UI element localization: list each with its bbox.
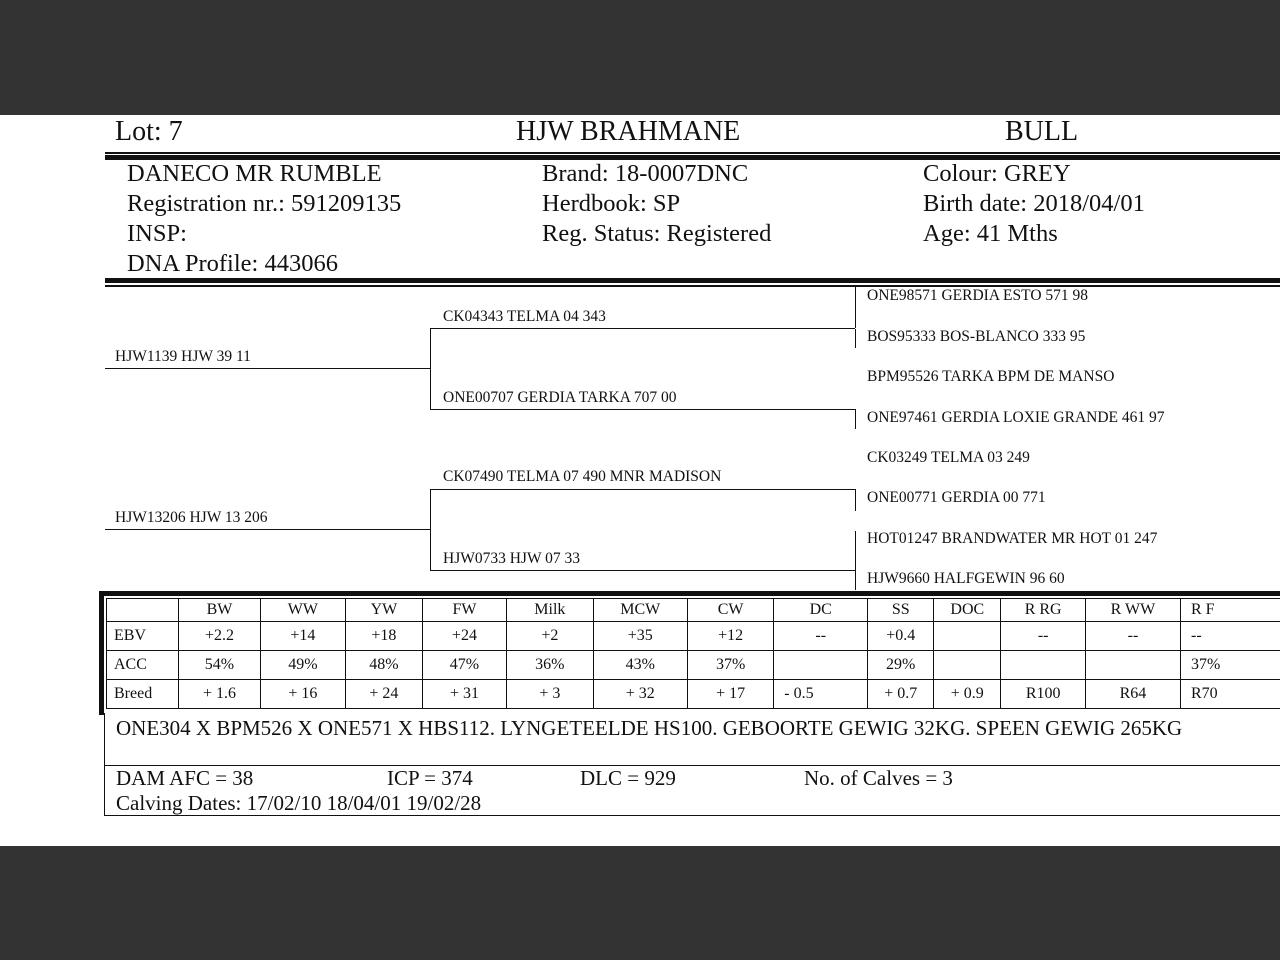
dam-sire: CK07490 TELMA 07 490 MNR MADISON	[443, 468, 722, 485]
acc-cell	[1085, 651, 1180, 680]
pedigree-bracket	[430, 328, 431, 409]
ebv-col-header: CW	[687, 599, 773, 622]
dlc: DLC = 929	[580, 766, 676, 790]
ebv-cell	[934, 622, 1001, 651]
ebv-cell: +35	[593, 622, 687, 651]
brand: Brand: 18-0007DNC	[542, 160, 749, 187]
ebv-cell: +18	[346, 622, 423, 651]
pedigree-bracket	[855, 329, 856, 348]
ebv-cell: +12	[687, 622, 773, 651]
catalogue-page	[0, 115, 1280, 846]
ebv-cell: --	[1001, 622, 1086, 651]
sire-sire: CK04343 TELMA 04 343	[443, 308, 606, 325]
pedigree-line	[430, 409, 855, 410]
divider	[104, 815, 1280, 816]
breed-cell: + 0.9	[934, 680, 1001, 709]
pedigree-bracket	[855, 287, 856, 328]
ebv-col-header: SS	[868, 599, 934, 622]
ebv-col-header: Milk	[507, 599, 593, 622]
ebv-header-row	[107, 599, 1280, 622]
acc-cell: 49%	[260, 651, 345, 680]
ebv-table	[106, 598, 1280, 709]
ebv-cell: +2.2	[179, 622, 260, 651]
pedigree-bracket	[855, 531, 856, 570]
comments: ONE304 X BPM526 X ONE571 X HBS112. LYNGETEELDE HS100. GEBOORTE GEWIG 32KG. SPEEN GEWIG 265KG	[116, 716, 1183, 740]
age: Age: 41 Mths	[923, 220, 1058, 247]
ggp-ancestor: ONE97461 GERDIA LOXIE GRANDE 461 97	[867, 409, 1165, 426]
breed-cell: + 0.7	[868, 680, 934, 709]
acc-cell: 48%	[346, 651, 423, 680]
acc-cell: 47%	[422, 651, 506, 680]
birth-date: Birth date: 2018/04/01	[923, 190, 1145, 217]
ebv-cell: +2	[507, 622, 593, 651]
breed-cell: + 1.6	[179, 680, 260, 709]
ggp-ancestor: ONE00771 GERDIA 00 771	[867, 489, 1046, 506]
ggp-ancestor: BOS95333 BOS-BLANCO 333 95	[867, 328, 1086, 345]
ebv-col-header: FW	[422, 599, 506, 622]
acc-cell: 37%	[1180, 651, 1280, 680]
animal-sex: BULL	[1005, 116, 1079, 147]
ebv-col-header: MCW	[593, 599, 687, 622]
pedigree-line	[105, 368, 431, 369]
divider	[105, 152, 1280, 154]
dna-profile: DNA Profile: 443066	[127, 250, 338, 277]
ebv-cell: +24	[422, 622, 506, 651]
ggp-ancestor: CK03249 TELMA 03 249	[867, 449, 1030, 466]
icp: ICP = 374	[387, 766, 473, 790]
registration-number: Registration nr.: 591209135	[127, 190, 402, 217]
ebv-cell: +14	[260, 622, 345, 651]
breed-cell: + 17	[687, 680, 773, 709]
breed-cell: + 16	[260, 680, 345, 709]
breed-row	[107, 680, 1280, 709]
table-left-border	[99, 591, 104, 715]
ggp-ancestor: HJW9660 HALFGEWIN 96 60	[867, 570, 1065, 587]
ebv-col-header: BW	[179, 599, 260, 622]
ebv-col-header: R RG	[1001, 599, 1086, 622]
ggp-ancestor: BPM95526 TARKA BPM DE MANSO	[867, 368, 1115, 385]
acc-cell	[934, 651, 1001, 680]
calving-dates: Calving Dates: 17/02/10 18/04/01 19/02/28	[116, 791, 482, 815]
pedigree-bracket	[855, 570, 856, 590]
ebv-col-header: DOC	[934, 599, 1001, 622]
breeder-name: HJW BRAHMANE	[516, 116, 741, 147]
ebv-col-header: WW	[260, 599, 345, 622]
ebv-col-header: R WW	[1085, 599, 1180, 622]
row-label: EBV	[107, 622, 179, 651]
animal-name: DANECO MR RUMBLE	[127, 160, 382, 187]
pedigree-line	[430, 489, 855, 490]
pedigree-line	[430, 328, 855, 329]
sire-dam: ONE00707 GERDIA TARKA 707 00	[443, 389, 677, 406]
sire: HJW1139 HJW 39 11	[115, 348, 251, 365]
colour: Colour: GREY	[923, 160, 1071, 187]
acc-row	[107, 651, 1280, 680]
reg-status: Reg. Status: Registered	[542, 220, 772, 247]
pedigree-bracket	[855, 409, 856, 429]
divider	[104, 765, 1280, 766]
row-label: Breed	[107, 680, 179, 709]
ebv-col-header: YW	[346, 599, 423, 622]
acc-cell	[1001, 651, 1086, 680]
acc-cell: 54%	[179, 651, 260, 680]
dam-afc: DAM AFC = 38	[116, 766, 254, 790]
ebv-cell: --	[774, 622, 868, 651]
acc-cell: 29%	[868, 651, 934, 680]
breed-cell: R64	[1085, 680, 1180, 709]
pedigree-bracket	[430, 489, 431, 570]
herdbook: Herdbook: SP	[542, 190, 681, 217]
breed-cell: + 24	[346, 680, 423, 709]
lot-number: Lot: 7	[115, 116, 183, 147]
row-label: ACC	[107, 651, 179, 680]
number-of-calves: No. of Calves = 3	[804, 766, 953, 790]
acc-cell: 36%	[507, 651, 593, 680]
table-top-border	[99, 591, 1280, 596]
ebv-corner-cell	[107, 599, 179, 622]
ebv-col-header: DC	[774, 599, 868, 622]
ebv-row	[107, 622, 1280, 651]
dam: HJW13206 HJW 13 206	[115, 509, 268, 526]
acc-cell	[774, 651, 868, 680]
pedigree-line	[105, 529, 431, 530]
acc-cell: 43%	[593, 651, 687, 680]
breed-cell: R70	[1180, 680, 1280, 709]
breed-cell: + 32	[593, 680, 687, 709]
pedigree-line	[430, 570, 855, 571]
ebv-cell: --	[1085, 622, 1180, 651]
breed-cell: - 0.5	[774, 680, 868, 709]
ebv-col-header: R F	[1180, 599, 1280, 622]
divider	[105, 285, 1280, 287]
ggp-ancestor: HOT01247 BRANDWATER MR HOT 01 247	[867, 530, 1158, 547]
acc-cell: 37%	[687, 651, 773, 680]
ebv-cell: +0.4	[868, 622, 934, 651]
ebv-cell: --	[1180, 622, 1280, 651]
dam-dam: HJW0733 HJW 07 33	[443, 550, 581, 567]
breed-cell: + 3	[507, 680, 593, 709]
ggp-ancestor: ONE98571 GERDIA ESTO 571 98	[867, 287, 1089, 304]
breed-cell: + 31	[422, 680, 506, 709]
breed-cell: R100	[1001, 680, 1086, 709]
insp: INSP:	[127, 220, 187, 247]
pedigree-bracket	[855, 489, 856, 511]
divider-thick	[105, 278, 1280, 283]
